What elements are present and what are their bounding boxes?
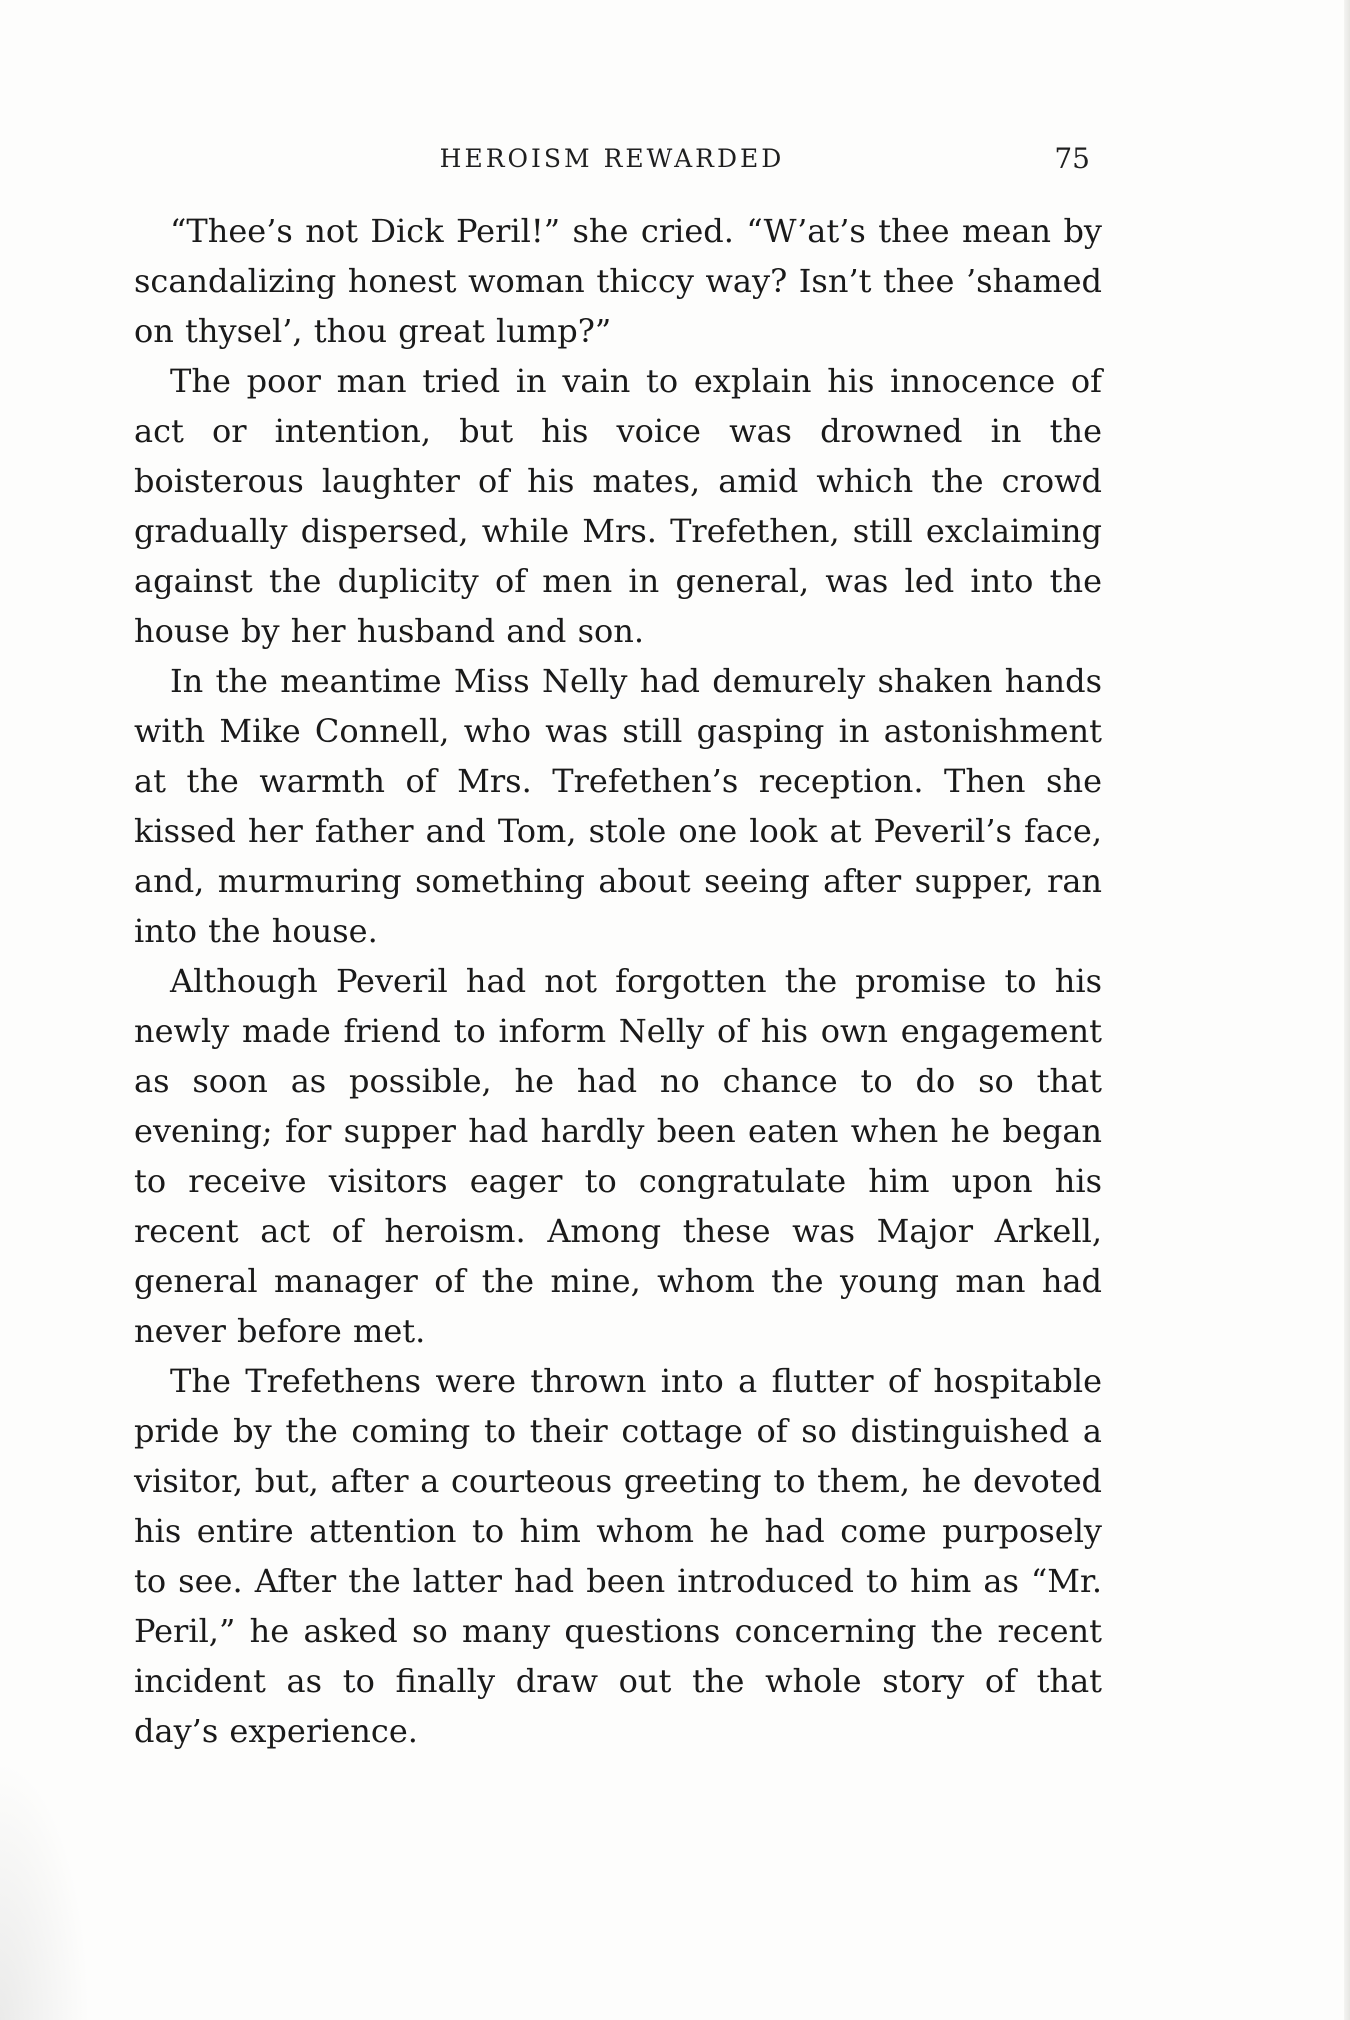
paragraph-1: “Thee’s not Dick Peril!” she cried. “W’at’s thee mean by scandalizing honest woman thiccy way? Isn’t thee ’shamed on thysel’, thou great lump?” xyxy=(134,212,1102,350)
running-head xyxy=(134,139,1090,179)
running-title: HEROISM REWARDED xyxy=(439,144,785,173)
paragraph-2: The poor man tried in vain to explain his innocence of act or intention, but his voice was drowned in the boisterous laughter of his mates, amid which the crowd gradually dispersed, while Mrs. Trefethen, still exclaiming against the duplicity of men in general, was led into the house by her husband and son. xyxy=(134,362,1102,650)
page-edge-shadow xyxy=(1344,0,1350,2020)
body-text xyxy=(134,206,1102,1756)
paragraph-3: In the meantime Miss Nelly had demurely shaken hands with Mike Connell, who was still gasping in astonishment at the warmth of Mrs. Trefethen’s reception. Then she kissed her father and Tom, stole one look at Peveril’s face, and, murmuring something about seeing after supper, ran into the house. xyxy=(134,662,1102,950)
page-number: 75 xyxy=(1054,142,1090,175)
scan-artifact xyxy=(0,1760,90,2020)
paragraph-4: Although Peveril had not forgotten the promise to his newly made friend to inform Nelly of his own engagement as soon as possible, he had no chance to do so that evening; for supper had hardly been eaten when he began to receive visitors eager to congratulate him upon his recent act of heroism. Among these was Major Arkell, general manager of the mine, whom the young man had never before met. xyxy=(134,962,1102,1350)
paragraph-5: The Trefethens were thrown into a flutter of hospitable pride by the coming to their cottage of so distinguished a visitor, but, after a courteous greeting to them, he devoted his entire attention to him whom he had come purposely to see. After the latter had been introduced to him as “Mr. Peril,” he asked so many questions concerning the recent incident as to finally draw out the whole story of that day’s experience. xyxy=(134,1362,1102,1750)
